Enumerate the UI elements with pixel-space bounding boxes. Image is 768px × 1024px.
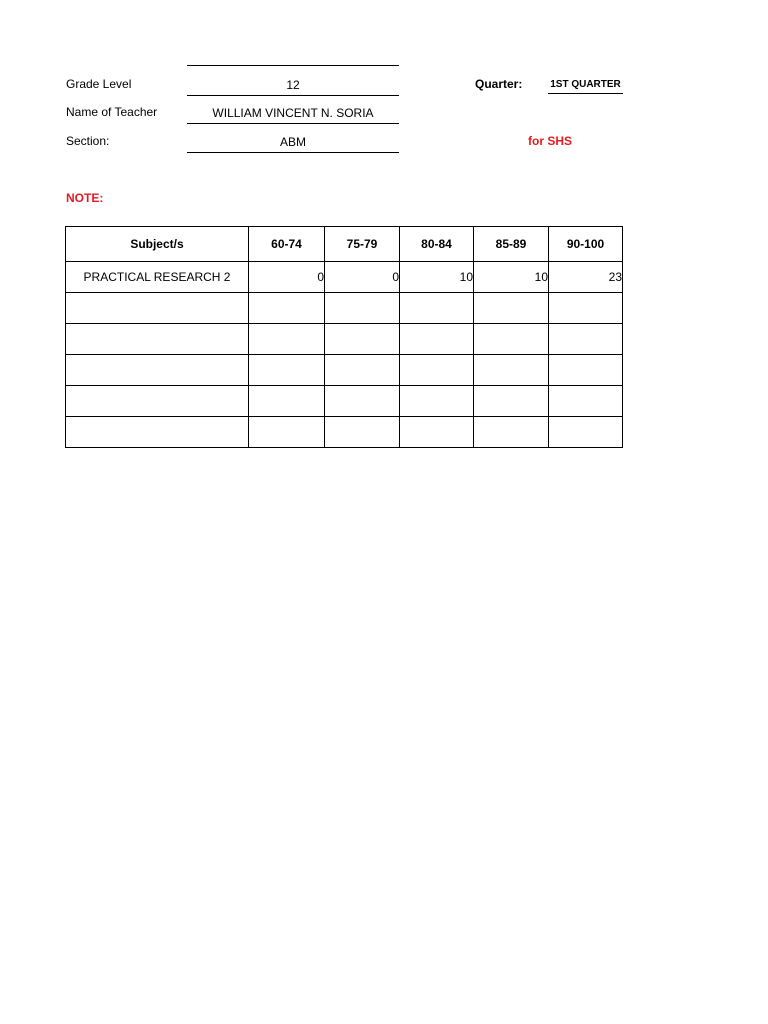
teacher-value: WILLIAM VINCENT N. SORIA	[187, 104, 399, 124]
table-cell	[325, 324, 400, 355]
table-cell	[474, 355, 549, 386]
table-cell	[549, 324, 623, 355]
column-header-subjects: Subject/s	[66, 227, 249, 262]
table-cell-subject	[66, 355, 249, 386]
column-header-60-74: 60-74	[249, 227, 325, 262]
teacher-label: Name of Teacher	[66, 105, 158, 119]
grade-distribution-table	[65, 226, 623, 448]
table-cell	[549, 386, 623, 417]
table-row	[66, 262, 623, 293]
table-cell	[249, 355, 325, 386]
for-shs-label: for SHS	[528, 134, 573, 148]
section-value: ABM	[187, 133, 399, 153]
table-cell	[549, 355, 623, 386]
grade-level-label: Grade Level	[66, 77, 132, 91]
table-cell: 10	[474, 262, 549, 293]
table-cell	[400, 417, 474, 448]
table-row	[66, 355, 623, 386]
grade-level-value: 12	[187, 76, 399, 96]
table-cell-subject: PRACTICAL RESEARCH 2	[66, 262, 249, 293]
table-cell	[400, 324, 474, 355]
table-row	[66, 386, 623, 417]
quarter-label: Quarter:	[475, 77, 523, 91]
column-header-75-79: 75-79	[325, 227, 400, 262]
table-cell-subject	[66, 386, 249, 417]
table-cell	[549, 293, 623, 324]
table-cell	[400, 355, 474, 386]
table-cell	[325, 355, 400, 386]
column-header-80-84: 80-84	[400, 227, 474, 262]
table-cell	[474, 293, 549, 324]
table-cell: 0	[249, 262, 325, 293]
note-label: NOTE:	[66, 191, 104, 205]
table-cell	[474, 417, 549, 448]
table-cell-subject	[66, 417, 249, 448]
table-row	[66, 417, 623, 448]
quarter-value: 1ST QUARTER	[548, 77, 623, 94]
column-header-90-100: 90-100	[549, 227, 623, 262]
table-cell	[249, 386, 325, 417]
table-cell	[400, 293, 474, 324]
table-cell	[474, 386, 549, 417]
table-cell	[549, 417, 623, 448]
table-cell: 23	[549, 262, 623, 293]
table-cell-subject	[66, 324, 249, 355]
table-cell	[249, 293, 325, 324]
table-cell-subject	[66, 293, 249, 324]
field-top-rule	[187, 65, 399, 66]
table-row	[66, 324, 623, 355]
table-cell: 0	[325, 262, 400, 293]
table-cell	[474, 324, 549, 355]
table-cell	[249, 324, 325, 355]
table-cell: 10	[400, 262, 474, 293]
table-cell	[249, 417, 325, 448]
column-header-85-89: 85-89	[474, 227, 549, 262]
table-header-row	[66, 227, 623, 262]
table-cell	[325, 293, 400, 324]
table-cell	[325, 417, 400, 448]
table-cell	[400, 386, 474, 417]
table-row	[66, 293, 623, 324]
table-cell	[325, 386, 400, 417]
section-label: Section:	[66, 134, 110, 148]
